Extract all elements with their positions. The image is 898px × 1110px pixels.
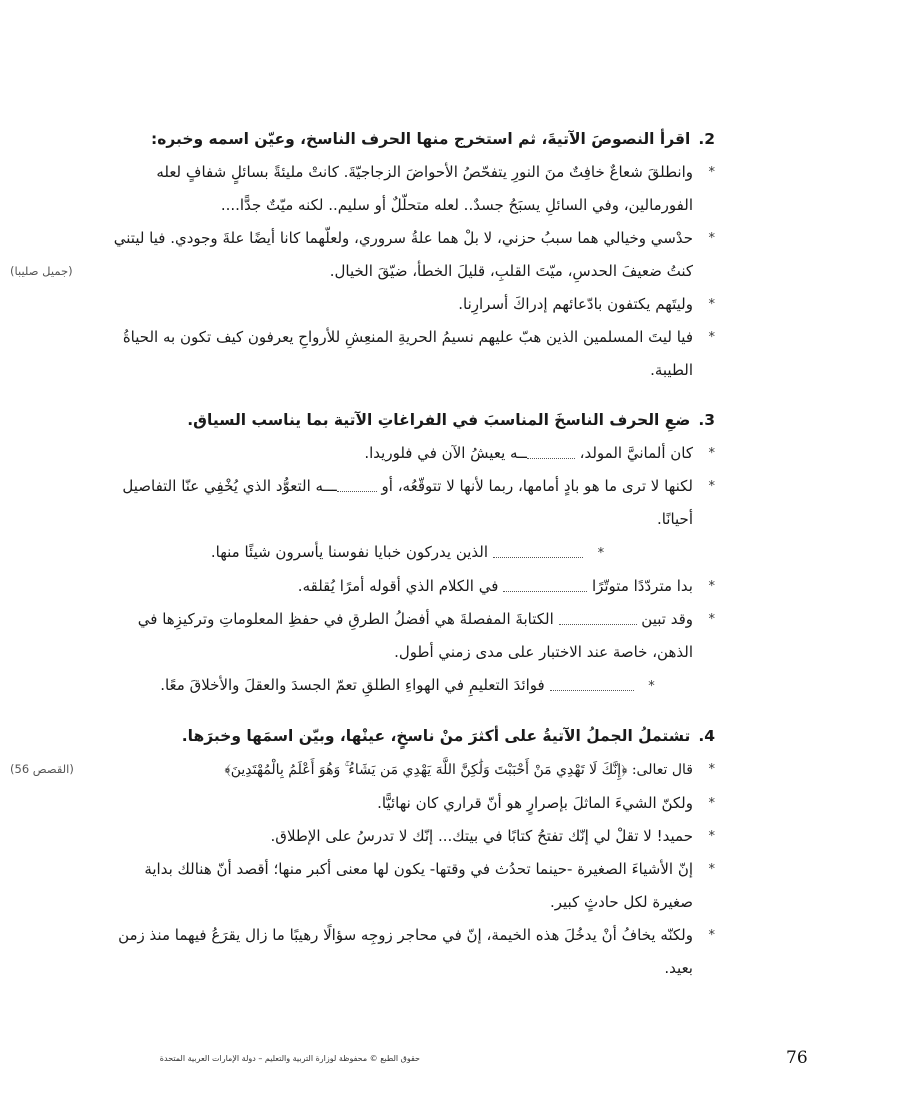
bullet-icon: * xyxy=(708,231,715,246)
list-item xyxy=(100,787,715,820)
list-item xyxy=(100,669,715,703)
bullet-icon: * xyxy=(708,796,715,811)
bullet-icon: * xyxy=(708,165,715,180)
list-item xyxy=(100,853,715,919)
item-text-before: لكنها لا ترى ما هو بادٍ أمامها، ربما لأنها لا تتوقّعُه، أو xyxy=(376,477,693,495)
list-item xyxy=(10,753,715,787)
item-text: وانطلقَ شعاعٌ خافِتٌ منَ النورِ يتفحّصُ الأحواضَ الزجاجيّةَ. كانتْ مليئةً بسائلٍ شفافٍ لعله الفورمالين، وفي السائلِ يسبَحُ جسدٌ.. لعله متحلّلٌ أو سليم.. لكنه ميّتٌ جدًّا.... xyxy=(156,163,693,214)
bullet-icon: * xyxy=(708,297,715,312)
item-text: وليتَهم يكتفون بادّعائهم إدراكَ أسرارِنا. xyxy=(458,295,693,313)
item-text: حميد! لا تقلْ لي إنّك تفتحُ كتابًا في بيتك... إنّك لا تدرسُ على الإطلاق. xyxy=(270,827,693,845)
exercise-number: 3. xyxy=(698,411,715,429)
blank-field[interactable] xyxy=(550,680,634,691)
list-item xyxy=(100,156,715,222)
exercise-3 xyxy=(100,409,715,703)
exercise-2 xyxy=(10,128,715,387)
list-item xyxy=(100,321,715,387)
list-item xyxy=(100,470,715,536)
list-item xyxy=(100,570,715,603)
item-text-after: فوائدَ التعليمِ في الهواءِ الطلقِ تعمّ الجسدَ والعقلَ والأخلاقَ معًا. xyxy=(160,676,550,694)
blank-field[interactable] xyxy=(493,547,583,558)
exercise-2-heading xyxy=(100,128,715,150)
bullet-icon: * xyxy=(708,479,715,494)
exercise-instruction: اقرأ النصوصَ الآتيةَ، ثم استخرج منها الحرف الناسخ، وعيّن اسمه وخبره: xyxy=(151,130,691,148)
item-text-after: ـــه التعوُّد الذي يُخْفِي عنّا التفاصيل أحيانًا. xyxy=(122,477,693,528)
list-item xyxy=(100,820,715,853)
item-text-after: ــه يعيشُ الآن في فلوريدا. xyxy=(364,444,527,462)
exercise-number: 4. xyxy=(698,727,715,745)
item-text: حدْسي وخيالي هما سببُ حزني، لا بلْ هما علةُ سروري، ولعلّهما كانا أيضًا علةَ وجودي. فيا ليتني كنتُ ضعيفَ الحدسِ، ميّتَ القلبِ، قليلَ الخطأ، ضيّقَ الخيال. xyxy=(113,229,693,280)
item-text-before: كان ألمانيَّ المولد، xyxy=(574,444,693,462)
item-text-after: الذين يدركون خبايا نفوسنا يأسرون شيئًا منها. xyxy=(210,543,493,561)
item-text-after: في الكلام الذي أقوله أمرًا يُقلقه. xyxy=(297,577,504,595)
bullet-icon: * xyxy=(708,862,715,877)
citation: (القصص 56) xyxy=(10,762,74,776)
item-text-before: بدا متردّدًا متوتّرًا xyxy=(587,577,693,595)
exercise-content xyxy=(10,128,715,1007)
exercise-4-heading xyxy=(100,725,715,747)
bullet-icon: * xyxy=(708,928,715,943)
item-text: ولكنّ الشيءَ الماثلَ بإصرارٍ هو أنّ قراري كان نهائيًّا. xyxy=(377,794,693,812)
bullet-icon: * xyxy=(708,829,715,844)
bullet-icon: * xyxy=(708,762,715,777)
item-text: ولكنّه يخافُ أنْ يدخُلَ هذه الخيمة، إنّ في محاجر زوجِه سؤالًا رهيبًا ما زال يقرَعُ فيهما منذ زمن بعيد. xyxy=(118,926,693,977)
exercise-3-heading xyxy=(100,409,715,431)
item-text: إنّ الأشياءَ الصغيرة -حينما تحدُث في وقتها- يكون لها معنى أكبر منها؛ أقصد أنّ هنالك بداية صغيرة لكل حادثٍ كبير. xyxy=(144,860,693,911)
citation: (جميل صليبا) xyxy=(10,264,73,278)
list-item xyxy=(100,437,715,470)
item-text: فيا ليتَ المسلمين الذين هبّ عليهم نسيمُ الحريةِ المنعِشِ للأرواحِ يعرفون كيف تكون به الحياةُ الطيبة. xyxy=(122,328,693,379)
copyright-notice: حقوق الطبع © محفوظة لوزارة التربية والتعليم – دولة الإمارات العربية المتحدة xyxy=(159,1054,420,1063)
exercise-number: 2. xyxy=(698,130,715,148)
exercise-4 xyxy=(10,725,715,985)
bullet-icon: * xyxy=(708,579,715,594)
exercise-instruction: ضعِ الحرف الناسخَ المناسبَ في الفراغاتِ الآتية بما يناسب السياق. xyxy=(187,411,691,429)
list-item xyxy=(10,222,715,288)
list-item xyxy=(100,919,715,985)
blank-field[interactable] xyxy=(559,614,637,625)
list-item xyxy=(100,288,715,321)
page-number: 76 xyxy=(786,1048,808,1068)
exercise-instruction: تشتملُ الجملُ الآتيةُ على أكثرَ منْ ناسخٍ، عينْها، وبيّن اسمَها وخبرَها. xyxy=(181,727,691,745)
bullet-icon: * xyxy=(708,446,715,461)
blank-field[interactable] xyxy=(527,448,575,459)
list-item xyxy=(100,536,715,570)
bullet-icon: * xyxy=(648,679,655,694)
blank-field[interactable] xyxy=(503,581,587,592)
list-item xyxy=(100,603,715,669)
item-text-before: وقد تبين xyxy=(636,610,693,628)
bullet-icon: * xyxy=(708,330,715,345)
bullet-icon: * xyxy=(597,546,605,561)
bullet-icon: * xyxy=(708,612,715,627)
item-text-after: الكتابةَ المفصلةَ هي أفضلُ الطرقِ في حفظِ المعلوماتِ وتركيزِها في الذهن، خاصة عند الاختبار على مدى زمني أطول. xyxy=(137,610,693,661)
blank-field[interactable] xyxy=(337,481,377,492)
item-text: قال تعالى: ﴿إِنَّكَ لَا تَهْدِي مَنْ أَحْبَبْتَ وَلَٰكِنَّ اللَّهَ يَهْدِي مَن يَشَاءُ ۚ وَهُوَ أَعْلَمُ بِالْمُهْتَدِينَ﴾ xyxy=(224,762,693,778)
